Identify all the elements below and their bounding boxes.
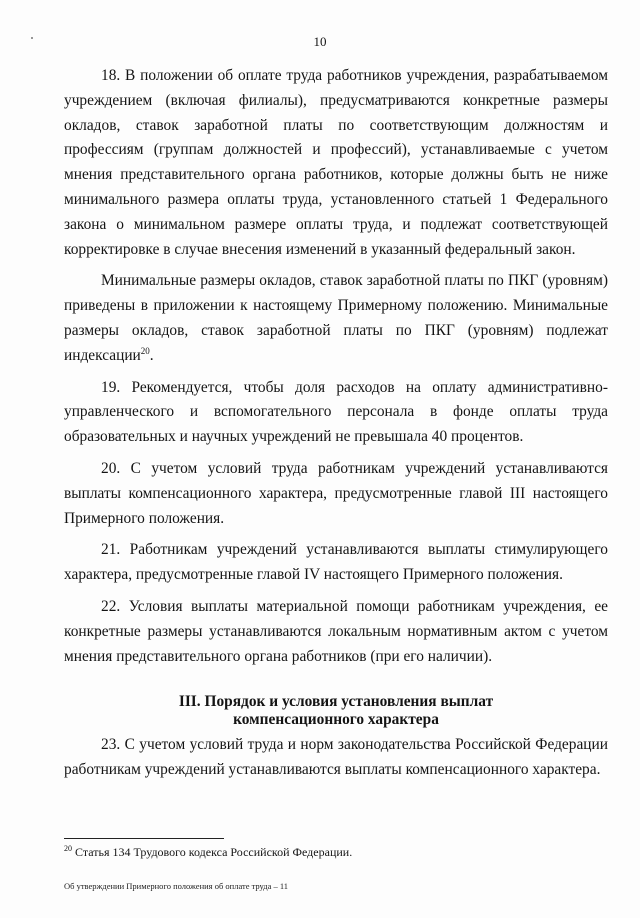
paragraph-text: 21. Работникам учреждений устанавливаются выплаты стимулирующего характера, предусмотренные главой IV настоящего Примерного положения. <box>64 541 608 584</box>
running-footer: Об утверждении Примерного положения об оплате труда – 11 <box>64 881 289 891</box>
paragraph-18 <box>64 64 608 262</box>
footnote-text: Статья 134 Трудового кодекса Российской Федерации. <box>72 845 353 859</box>
paragraph-21 <box>64 538 608 588</box>
paragraph-19 <box>64 376 608 450</box>
paragraph-text: 18. В положении об оплате труда работников учреждения, разрабатываемом учреждением (включая филиалы), предусматриваются конкретные размеры окладов, ставок заработной платы по соответствующим должностям и профессиям (группам должностей и профессий), устанавливаемые с учетом мнения представительного органа работников, которые должны быть не ниже минимального размера оплаты труда, установленного статьей 1 Федерального закона о минимальном размере оплаты труда, и подлежат соответствующей корректировке в случае внесения изменений в указанный федеральный закон. <box>64 67 608 258</box>
paragraph-text: 19. Рекомендуется, чтобы доля расходов на оплату административно-управленческого и вспомогательного персонала в фонде оплаты труда образовательных и научных учреждений не превышала 40 процентов. <box>64 378 608 446</box>
paragraph-minimal-salaries <box>64 269 608 368</box>
body-text <box>64 64 608 790</box>
paragraph-20 <box>64 457 608 531</box>
paragraph-text: 22. Условия выплаты материальной помощи работникам учреждения, ее конкретные размеры устанавливаются локальным нормативным актом с учетом мнения представительного органа работников (при его наличии). <box>64 597 608 665</box>
paragraph-23 <box>64 733 608 783</box>
footnote-number: 20 <box>64 844 72 853</box>
paragraph-text: 23. С учетом условий труда и норм законодательства Российской Федерации работникам учреждений устанавливаются выплаты компенсационного характера. <box>64 736 608 779</box>
paragraph-text: Минимальные размеры окладов, ставок заработной платы по ПКГ (уровням) приведены в приложении к настоящему Примерному положению. Минимальные размеры окладов, ставок заработной платы по ПКГ (уровням) подлежат индексации <box>64 272 608 364</box>
section-heading-line-1: III. Порядок и условия установления выплат <box>178 693 494 711</box>
paragraph-text: 20. С учетом условий труда работникам учреждений устанавливаются выплаты компенсационного характера, предусмотренные главой III настоящего Примерного положения. <box>64 459 608 527</box>
footnote-reference: 20 <box>140 345 150 356</box>
footnote <box>64 844 608 860</box>
footnote-divider <box>64 838 224 839</box>
page-number: 10 <box>313 34 327 49</box>
section-heading-line-2: компенсационного характера <box>233 711 439 729</box>
paragraph-end-punctuation: . <box>149 346 154 364</box>
section-heading <box>64 693 608 729</box>
paragraph-22 <box>64 595 608 669</box>
